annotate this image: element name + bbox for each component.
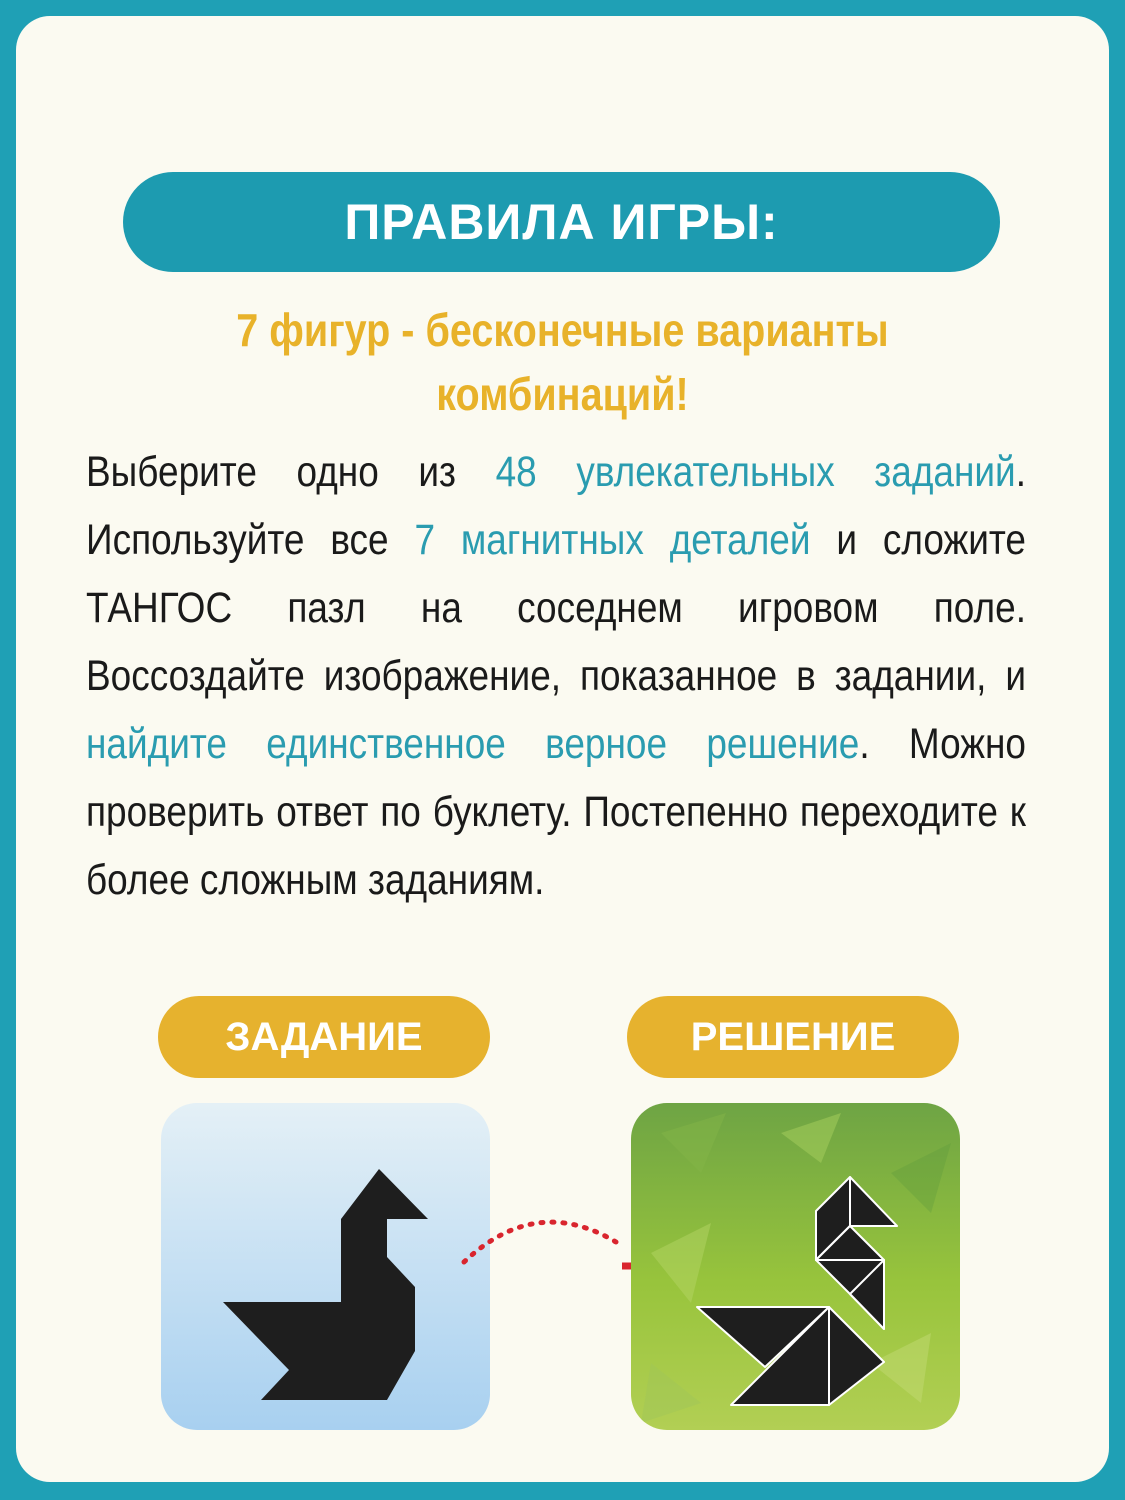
highlight-pieces: 7 магнитных деталей	[414, 516, 811, 564]
solution-label	[627, 996, 959, 1078]
swan-tangram-icon	[631, 1103, 960, 1430]
task-label	[158, 996, 490, 1078]
instructions-text	[86, 438, 1026, 914]
page-title: ПРАВИЛА ИГРЫ:	[344, 194, 779, 250]
highlight-tasks: 48 увлекательных заданий	[495, 448, 1016, 496]
swan-silhouette-icon	[161, 1103, 490, 1430]
solution-panel	[631, 1103, 960, 1430]
subtitle-line-2: комбинаций!	[436, 368, 689, 420]
solution-label-text: РЕШЕНИЕ	[690, 1014, 896, 1059]
task-panel	[161, 1103, 490, 1430]
task-label-text: ЗАДАНИЕ	[225, 1014, 423, 1059]
instructions-part-4: . Можно проверить ответ по буклету. Постепенно переходите к более сложным заданиям.	[86, 720, 1026, 904]
title-banner	[123, 172, 1000, 272]
instructions-part-1: Выберите одно из	[86, 448, 496, 496]
subtitle	[144, 298, 981, 426]
instructions-part-3: и сложите ТАНГОС пазл на соседнем игровом поле. Воссоздайте изображение, показанное в задании, и	[86, 516, 1026, 700]
highlight-solution: найдите единственное верное решение	[86, 720, 860, 768]
rules-card	[16, 16, 1109, 1482]
subtitle-line-1: 7 фигур - бесконечные варианты	[236, 304, 889, 356]
instructions-part-2: . Используйте все	[86, 448, 1026, 564]
